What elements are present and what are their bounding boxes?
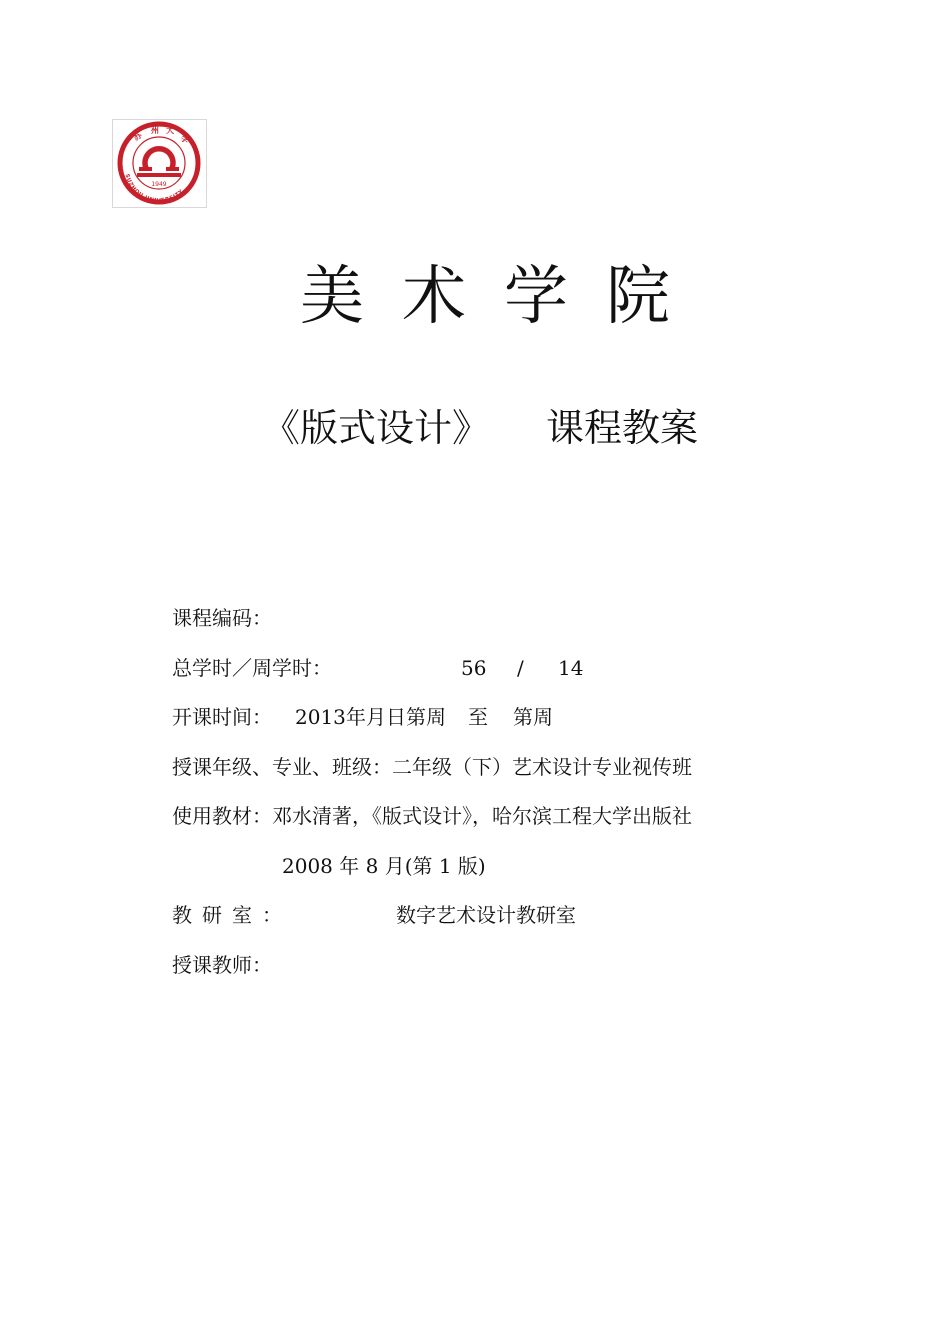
course-name: 《版式设计》 bbox=[262, 406, 491, 450]
to-word: 至 bbox=[468, 705, 488, 729]
office-value: 数字艺术设计教研室 bbox=[396, 903, 576, 927]
teacher-row bbox=[172, 943, 792, 993]
total-hours: 56 bbox=[461, 655, 487, 680]
end-week: 第周 bbox=[513, 705, 553, 729]
office-row bbox=[172, 893, 792, 943]
start-date: 年月日第周 bbox=[346, 705, 446, 729]
edition-row bbox=[172, 844, 792, 894]
textbook-edition: 2008 年 8 月(第 1 版) bbox=[282, 853, 486, 878]
office-label: 教研室： bbox=[172, 903, 292, 927]
page-subtitle bbox=[262, 398, 742, 458]
start-year: 2013 bbox=[295, 705, 346, 729]
document-type: 课程教案 bbox=[546, 406, 699, 450]
grade-row bbox=[172, 745, 792, 795]
hours-row bbox=[172, 646, 792, 696]
svg-text:1949: 1949 bbox=[151, 181, 167, 188]
grade-label: 授课年级、专业、班级： bbox=[172, 754, 392, 779]
teacher-label: 授课教师： bbox=[172, 952, 272, 977]
svg-text:大: 大 bbox=[166, 126, 174, 135]
svg-text:学: 学 bbox=[178, 133, 191, 146]
textbook-value: 邓水清著，《版式设计》，哈尔滨工程大学出版社 bbox=[272, 804, 692, 828]
page-title: 美术学院 bbox=[300, 260, 708, 334]
textbook-row bbox=[172, 794, 792, 844]
start-time-row bbox=[172, 695, 792, 745]
hours-label: 总学时／周学时： bbox=[172, 655, 332, 680]
grade-value: 二年级（下）艺术设计专业视传班 bbox=[392, 754, 692, 779]
hours-separator: / bbox=[517, 655, 524, 680]
university-logo bbox=[112, 119, 207, 208]
start-time-label: 开课时间： bbox=[172, 705, 272, 729]
svg-text:苏: 苏 bbox=[131, 130, 144, 143]
svg-text:SUZHOU UNIVERSITY: SUZHOU UNIVERSITY bbox=[123, 173, 185, 205]
svg-text:州: 州 bbox=[151, 126, 159, 135]
weekly-hours: 14 bbox=[558, 655, 584, 680]
seal-icon bbox=[113, 120, 206, 207]
course-code-row bbox=[172, 596, 792, 646]
course-info bbox=[172, 596, 792, 992]
course-code-label: 课程编码： bbox=[172, 606, 272, 630]
textbook-label: 使用教材： bbox=[172, 804, 272, 828]
